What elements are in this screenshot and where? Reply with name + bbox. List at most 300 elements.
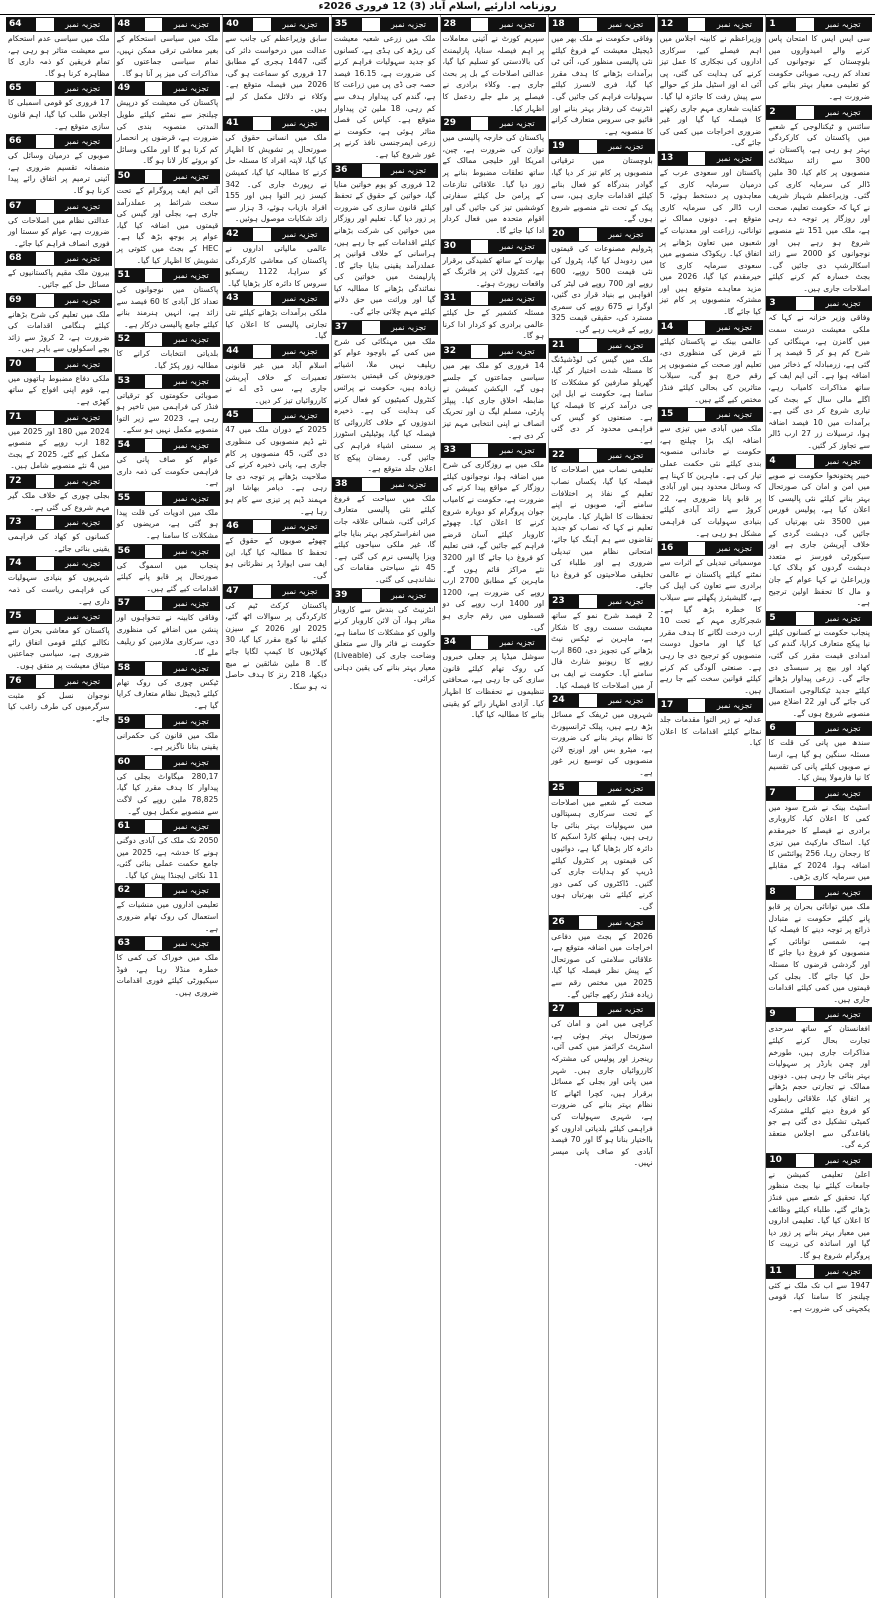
item-text: ملکی برآمدات بڑھانے کیلئے نئی تجارتی پالیسی کا اعلان کیا گیا۔ xyxy=(225,308,327,341)
item-text: 2050 تک ملک کی آبادی دوگنی ہونے کا خدشہ ہے، 2025 میں جامع حکمت عملی بنائی گئی، 11 نکاتی ایجنڈا پیش کیا گیا۔ xyxy=(116,836,219,880)
item-number: 56 xyxy=(115,545,145,558)
analysis-item-26 xyxy=(549,915,655,1001)
item-header-bar xyxy=(549,1002,655,1017)
analysis-item-71 xyxy=(6,410,112,472)
item-text: عالمی بینک نے پاکستان کیلئے نئے قرض کی منظوری دی، تعلیم اور صحت کے منصوبوں پر رقم خرچ ہو گی، سیلاب متاثرین کی بحالی کیلئے فنڈز مختص کیے گئے ہیں۔ xyxy=(659,336,762,404)
header-divider xyxy=(579,782,597,795)
item-label: تجزیہ نمبر xyxy=(597,916,655,929)
analysis-item-22 xyxy=(549,448,655,592)
item-header-bar xyxy=(766,296,872,311)
item-header-bar xyxy=(549,781,655,796)
header-divider xyxy=(579,1003,597,1016)
item-label: تجزیہ نمبر xyxy=(705,152,763,165)
analysis-item-60 xyxy=(115,755,221,817)
item-number: 6 xyxy=(766,722,796,735)
item-header-bar xyxy=(549,17,655,32)
item-number: 22 xyxy=(549,449,579,462)
header-divider xyxy=(688,152,706,165)
item-number: 27 xyxy=(549,1003,579,1016)
item-number: 9 xyxy=(766,1008,796,1021)
column-8 xyxy=(6,15,112,1598)
header-divider xyxy=(471,240,489,253)
analysis-item-49 xyxy=(115,81,221,167)
item-number: 33 xyxy=(441,444,471,457)
item-label: تجزیہ نمبر xyxy=(162,715,220,728)
item-header-bar xyxy=(223,344,329,359)
item-text: سابق وزیراعظم کی جانب سے عدالت میں درخواست دائر کی گئی، 1447 ہجری کے مطابق 17 فروری کو سماعت ہو گی، 2026 میں فیصلہ متوقع ہے۔ وکلاء نے دلائل مکمل کر لیے ہیں۔ xyxy=(225,34,327,113)
item-number: 36 xyxy=(332,164,362,177)
header-divider xyxy=(36,135,54,148)
item-header-bar xyxy=(441,635,547,650)
item-label: تجزیہ نمبر xyxy=(488,345,546,358)
item-header-bar xyxy=(549,448,655,463)
column-4 xyxy=(440,15,547,1598)
header-divider xyxy=(145,439,163,452)
item-text: 12 فروری کو یوم خواتین منایا گیا، خواتین کے حقوق کے تحفظ کیلئے قانون سازی کی ضرورت پر زور دیا گیا۔ تعلیم اور روزگار میں خواتین کی شرکت بڑھانے کیلئے اقدامات کیے جا رہے ہیں، ہراسانی کے خلاف قوانین پر عملدرآمد یقینی بنایا جائے گا۔ پارلیمنٹ میں خواتین کی نمائندگی بڑھانے کا مطالبہ کیا گیا اور وراثت میں حق دلانے کیلئے مہم چلائی جائے گی۔ xyxy=(333,179,436,317)
header-divider xyxy=(36,516,54,529)
item-text: پاکستان کو معاشی بحران سے نکالنے کیلئے قومی اتفاق رائے ضروری ہے، سیاسی جماعتیں میثاق معیشت پر متفق ہوں۔ xyxy=(8,626,110,670)
item-text: افغانستان کے ساتھ سرحدی تجارت بحال کرنے کیلئے مذاکرات جاری ہیں، طورخم اور چمن بارڈر پر سہولیات بہتر بنائی جا رہی ہیں۔ دونوں ممالک نے تجارتی حجم بڑھانے پر اتفاق کیا، علاقائی رابطوں کو فروغ دینے کیلئے مشترکہ کمیٹی تشکیل دی گئی ہے جو باقاعدگی سے اجلاس منعقد کرے گی۔ xyxy=(768,1024,870,1150)
item-label: تجزیہ نمبر xyxy=(380,18,438,31)
item-label: تجزیہ نمبر xyxy=(814,1154,872,1167)
analysis-item-67 xyxy=(6,199,112,250)
item-text: کراچی میں امن و امان کی صورتحال بہتر ہوئی ہے، اسٹریٹ کرائمز میں کمی آئی، رینجرز اور پولیس کی مشترکہ کارروائیاں جاری ہیں۔ شہر میں پانی اور بجلی کے مسائل برقرار ہیں، کچرا اٹھانے کا نظام بہتر بنانے کی ضرورت ہے، شہری سہولیات کی فراہمی کیلئے بلدیاتی اداروں کو بااختیار بنانا ہو گا اور 70 فیصد آبادی کو صاف پانی میسر نہیں۔ xyxy=(551,1019,653,1168)
item-header-bar xyxy=(441,291,547,306)
header-divider xyxy=(145,545,163,558)
item-number: 23 xyxy=(549,595,579,608)
item-header-bar xyxy=(766,1007,872,1022)
analysis-item-4 xyxy=(766,454,872,609)
column-3 xyxy=(548,15,655,1598)
item-header-bar xyxy=(766,786,872,801)
item-text: ملک میں مہنگائی کی شرح میں کمی کے باوجود عوام کو ریلیف نہیں ملا، اشیائے خورونوش کی قیمتیں بدستور زیادہ ہیں، حکومت نے پرائس کنٹرول کمیٹیوں کو فعال کرنے کی ہدایت کی ہے۔ ذخیرہ اندوزوں کے خلاف کارروائی کا فیصلہ کیا گیا، یوٹیلیٹی اسٹورز پر سستی اشیاء فراہم کی جائیں گی۔ رمضان پیکج کا اعلان جلد متوقع ہے۔ xyxy=(333,336,436,474)
item-text: تعلیمی نصاب میں اصلاحات کا فیصلہ کیا گیا، یکساں نصاب تعلیم کے نفاذ پر اختلافات سامنے آئے، صوبوں نے اپنے تحفظات کا اظہار کیا۔ ماہرین تعلیم نے کہا کہ نصاب کو جدید تقاضوں سے ہم آہنگ کیا جائے، امتحانی نظام میں تبدیلی ضروری ہے اور طلباء کی تخلیقی صلاحیتوں کو فروغ دیا جائے۔ xyxy=(551,465,653,591)
item-text: ٹیکس چوری کی روک تھام کیلئے ڈیجیٹل نظام متعارف کرایا گیا ہے۔ xyxy=(116,677,219,710)
item-text: ملک میں سیاسی استحکام کے بغیر معاشی ترقی ممکن نہیں، تمام سیاسی جماعتوں کو مذاکرات کی میز پر آنا ہو گا۔ xyxy=(116,34,219,78)
item-label: تجزیہ نمبر xyxy=(597,1003,655,1016)
item-header-bar xyxy=(6,134,112,149)
header-divider xyxy=(471,444,489,457)
item-label: تجزیہ نمبر xyxy=(271,292,329,305)
item-number: 24 xyxy=(549,694,579,707)
item-number: 75 xyxy=(6,610,36,623)
item-text: مسئلہ کشمیر کے حل کیلئے عالمی برادری کو کردار ادا کرنا ہو گا۔ xyxy=(442,308,545,341)
analysis-item-74 xyxy=(6,556,112,607)
column-6 xyxy=(222,15,329,1598)
item-number: 71 xyxy=(6,411,36,424)
item-text: بلدیاتی انتخابات کرانے کا مطالبہ زور پکڑ گیا۔ xyxy=(116,349,219,371)
header-divider xyxy=(145,375,163,388)
header-divider xyxy=(145,756,163,769)
item-header-bar xyxy=(658,541,764,556)
analysis-item-33 xyxy=(441,443,547,633)
item-text: 17 فروری کو قومی اسمبلی کا اجلاس طلب کیا گیا، اہم قانون سازی متوقع ہے۔ xyxy=(8,98,110,131)
item-number: 65 xyxy=(6,82,36,95)
item-label: تجزیہ نمبر xyxy=(271,585,329,598)
analysis-item-68 xyxy=(6,251,112,290)
item-header-bar xyxy=(766,17,872,32)
item-label: تجزیہ نمبر xyxy=(162,545,220,558)
header-divider xyxy=(36,475,54,488)
header-divider xyxy=(36,200,54,213)
item-text: بیرون ملک مقیم پاکستانیوں کے مسائل حل کیے جائیں۔ xyxy=(8,268,110,289)
item-header-bar xyxy=(766,611,872,626)
analysis-item-18 xyxy=(549,17,655,137)
item-number: 47 xyxy=(223,585,253,598)
analysis-item-75 xyxy=(6,609,112,671)
header-divider xyxy=(796,886,814,899)
item-header-bar xyxy=(6,410,112,425)
analysis-item-36 xyxy=(332,163,438,318)
item-text: 2024 میں 180 اور 2025 میں 182 ارب روپے کے منصوبے مکمل کیے گئے، 2025 کے بجٹ میں 4 نئے منصوبے شامل ہیں۔ xyxy=(8,426,110,471)
item-header-bar xyxy=(766,454,872,469)
header-divider xyxy=(796,1008,814,1021)
item-label: تجزیہ نمبر xyxy=(597,339,655,352)
item-number: 37 xyxy=(332,321,362,334)
analysis-item-46 xyxy=(223,519,329,581)
analysis-item-37 xyxy=(332,320,438,475)
analysis-item-20 xyxy=(549,227,655,336)
item-header-bar xyxy=(6,474,112,489)
item-text: تعلیمی اداروں میں منشیات کے استعمال کی روک تھام ضروری ہے۔ xyxy=(116,900,219,933)
item-header-bar xyxy=(115,755,221,770)
item-text: چھوٹے صوبوں کے حقوق کے تحفظ کا مطالبہ کیا گیا، این ایف سی ایوارڈ پر نظرثانی ہو گی۔ xyxy=(225,536,327,580)
item-number: 20 xyxy=(549,228,579,241)
item-label: تجزیہ نمبر xyxy=(488,444,546,457)
item-label: تجزیہ نمبر xyxy=(54,200,112,213)
header-divider xyxy=(145,269,163,282)
item-text: اسلام آباد میں غیر قانونی تعمیرات کے خلاف آپریشن جاری ہے، سی ڈی اے نے کارروائیاں تیز کر دیں۔ xyxy=(225,361,327,405)
header-divider xyxy=(145,597,163,610)
column-2 xyxy=(657,15,764,1598)
analysis-item-44 xyxy=(223,344,329,406)
header-divider xyxy=(796,1265,814,1278)
item-header-bar xyxy=(223,17,329,32)
header-divider xyxy=(253,228,271,241)
header-divider xyxy=(579,18,597,31)
item-text: آئی ایم ایف پروگرام کے تحت سخت شرائط پر عملدرآمد جاری ہے، بجلی اور گیس کی قیمتوں میں اضافہ کیا گیا، عوام پر بوجھ بڑھ گیا ہے۔ HEC کے بجٹ میں کٹوتی پر تشویش کا اظہار کیا گیا۔ xyxy=(116,185,219,265)
item-header-bar xyxy=(549,594,655,609)
header-divider xyxy=(471,636,489,649)
item-number: 58 xyxy=(115,662,145,675)
analysis-item-66 xyxy=(6,134,112,196)
item-header-bar xyxy=(766,885,872,900)
item-text: سائنس و ٹیکنالوجی کے شعبے میں پاکستان کی کارکردگی بہتر ہو رہی ہے، پاکستان نے 300 سے زائد سیٹلائٹ منصوبوں پر کام کیا، 30 ملین ڈالر کی سرمایہ کاری کی گئی۔ وزیراعظم شہباز شریف نے کہا کہ حکومت تعلیم، صحت اور روزگار پر توجہ دے رہی ہے، ملک میں 151 نئے منصوبے شروع ہو رہے ہیں اور نوجوانوں کو 2000 سے زائد اسکالرشپ دی جائیں گی۔ بجٹ خسارہ کم کرنے کیلئے اصلاحات جاری ہیں۔ xyxy=(768,121,870,293)
header-divider xyxy=(36,18,54,31)
item-number: 7 xyxy=(766,787,796,800)
analysis-item-6 xyxy=(766,721,872,783)
item-header-bar xyxy=(115,596,221,611)
item-text: وفاقی وزیر خزانہ نے کہا کہ ملکی معیشت درست سمت میں گامزن ہے، مہنگائی کی شرح کم ہو کر 5 فیصد پر آ گئی ہے، زرمبادلہ کے ذخائر میں اضافہ ہوا ہے۔ آئی ایم ایف کے ساتھ مذاکرات کامیاب رہے، اگلے مالی سال کے بجٹ کی تیاری شروع کر دی گئی ہے۔ برآمدات میں 10 فیصد اضافہ ہوا، ترسیلات زر 27 ارب ڈالر سے تجاوز کر گئیں۔ xyxy=(768,313,870,450)
item-header-bar xyxy=(549,338,655,353)
item-label: تجزیہ نمبر xyxy=(814,18,872,31)
header-divider xyxy=(579,595,597,608)
analysis-item-15 xyxy=(658,407,764,539)
analysis-item-7 xyxy=(766,786,872,883)
analysis-item-50 xyxy=(115,169,221,266)
item-text: ملکی دفاع مضبوط ہاتھوں میں ہے، قوم اپنی افواج کے ساتھ کھڑی ہے۔ xyxy=(8,373,110,407)
item-label: تجزیہ نمبر xyxy=(814,1008,872,1021)
item-header-bar xyxy=(766,721,872,736)
item-number: 52 xyxy=(115,333,145,346)
analysis-item-70 xyxy=(6,357,112,408)
analysis-item-72 xyxy=(6,474,112,513)
item-label: تجزیہ نمبر xyxy=(162,170,220,183)
analysis-item-11 xyxy=(766,1264,872,1315)
item-text: اعلیٰ تعلیمی کمیشن نے جامعات کیلئے نیا بجٹ منظور کیا، تحقیق کے شعبے میں فنڈز بڑھائے گئے، طلباء کیلئے وظائف کا اعلان کیا گیا۔ تعلیمی اداروں میں معیار بہتر بنانے پر زور دیا گیا اور اساتذہ کی تربیت کا پروگرام شروع ہو گا۔ xyxy=(768,1169,870,1261)
item-text: پاکستان اور سعودی عرب کے درمیان سرمایہ کاری کے معاہدوں پر دستخط ہوئے، 5 ارب ڈالر کی سرمایہ کاری متوقع ہے۔ دونوں ممالک نے توانائی، زراعت اور معدنیات کے شعبوں میں تعاون بڑھانے پر اتفاق کیا۔ ریکوڈک منصوبے میں سعودی سرمایہ کاری کا خیرمقدم کیا گیا، 2026 میں مزید معاہدے متوقع ہیں اور مشترکہ منصوبوں پر کام تیز کیا جائے گا۔ xyxy=(659,167,762,317)
item-header-bar xyxy=(441,443,547,458)
analysis-item-13 xyxy=(658,151,764,318)
item-header-bar xyxy=(658,698,764,713)
item-text: ملک میں توانائی بحران پر قابو پانے کیلئے حکومت نے متبادل ذرائع پر توجہ دینے کا فیصلہ کیا ہے، شمسی توانائی کے منصوبوں کو فروغ دیا جائے گا اور گردشی قرضوں کا مسئلہ حل کیا جائے گا۔ بجلی کی قیمتوں میں کمی کیلئے اقدامات جاری ہیں۔ xyxy=(768,902,870,1004)
header-divider xyxy=(36,358,54,371)
header-divider xyxy=(796,18,814,31)
item-header-bar xyxy=(6,515,112,530)
item-label: تجزیہ نمبر xyxy=(162,375,220,388)
analysis-item-65 xyxy=(6,81,112,132)
item-label: تجزیہ نمبر xyxy=(162,756,220,769)
item-number: 26 xyxy=(549,916,579,929)
item-label: تجزیہ نمبر xyxy=(162,439,220,452)
item-text: عدالتی نظام میں اصلاحات کی ضرورت ہے، عوام کو سستا اور فوری انصاف فراہم کیا جائے۔ xyxy=(8,215,110,248)
item-label: تجزیہ نمبر xyxy=(162,18,220,31)
item-header-bar xyxy=(658,407,764,422)
item-header-bar xyxy=(332,163,438,178)
item-header-bar xyxy=(6,556,112,571)
item-label: تجزیہ نمبر xyxy=(380,321,438,334)
item-label: تجزیہ نمبر xyxy=(271,345,329,358)
item-text: پاکستان کی معیشت کو درپیش چیلنجز سے نمٹنے کیلئے طویل المدتی منصوبہ بندی کی ضرورت ہے، قرضوں پر انحصار کم کرنا ہو گا اور ملکی وسائل کو بروئے کار لانا ہو گا۔ xyxy=(116,98,219,166)
item-text: شہروں میں ٹریفک کے مسائل بڑھ رہے ہیں، پبلک ٹرانسپورٹ کا نظام بہتر بنانے کی ضرورت ہے، میٹرو بس اور اورنج لائن منصوبوں کی توسیع زیر غور ہے۔ xyxy=(551,710,653,778)
item-header-bar xyxy=(6,81,112,96)
item-header-bar xyxy=(223,584,329,599)
header-divider xyxy=(36,610,54,623)
item-number: 76 xyxy=(6,675,36,688)
item-number: 4 xyxy=(766,455,796,468)
item-number: 41 xyxy=(223,117,253,130)
analysis-item-42 xyxy=(223,227,329,289)
analysis-item-5 xyxy=(766,611,872,720)
masthead: روزنامہ ادارئیے ,اسلام آباد (3) 12 فروری 2026ء xyxy=(0,0,875,15)
item-number: 38 xyxy=(332,478,362,491)
item-header-bar xyxy=(115,936,221,951)
item-header-bar xyxy=(6,357,112,372)
item-text: بلوچستان میں ترقیاتی منصوبوں پر کام تیز کر دیا گیا، گوادر بندرگاہ کو فعال بنانے کیلئے اقدامات جاری ہیں، سی پیک کے تحت نئے منصوبے شروع ہوں گے۔ xyxy=(551,156,653,224)
analysis-item-59 xyxy=(115,714,221,753)
analysis-item-40 xyxy=(223,17,329,114)
header-divider xyxy=(253,117,271,130)
item-label: تجزیہ نمبر xyxy=(54,411,112,424)
item-label: تجزیہ نمبر xyxy=(814,455,872,468)
item-label: تجزیہ نمبر xyxy=(705,18,763,31)
header-divider xyxy=(362,589,380,602)
item-number: 14 xyxy=(658,321,688,334)
item-header-bar xyxy=(115,438,221,453)
item-header-bar xyxy=(115,544,221,559)
item-number: 30 xyxy=(441,240,471,253)
item-number: 74 xyxy=(6,557,36,570)
header-divider xyxy=(471,292,489,305)
item-number: 5 xyxy=(766,612,796,625)
item-label: تجزیہ نمبر xyxy=(488,18,546,31)
header-divider xyxy=(362,18,380,31)
header-divider xyxy=(471,117,489,130)
item-header-bar xyxy=(441,17,547,32)
item-label: تجزیہ نمبر xyxy=(488,240,546,253)
header-divider xyxy=(145,492,163,505)
analysis-item-52 xyxy=(115,332,221,371)
analysis-item-34 xyxy=(441,635,547,721)
item-label: تجزیہ نمبر xyxy=(814,1265,872,1278)
analysis-item-30 xyxy=(441,239,547,290)
header-divider xyxy=(36,82,54,95)
header-divider xyxy=(36,557,54,570)
item-number: 48 xyxy=(115,18,145,31)
header-divider xyxy=(362,478,380,491)
header-divider xyxy=(579,449,597,462)
item-text: 1947 سے اب تک ملک نے کئی چیلنجز کا سامنا کیا، قومی یکجہتی کی ضرورت ہے۔ xyxy=(768,1280,870,1313)
item-number: 43 xyxy=(223,292,253,305)
analysis-item-38 xyxy=(332,477,438,586)
item-header-bar xyxy=(115,332,221,347)
analysis-item-17 xyxy=(658,698,764,749)
item-label: تجزیہ نمبر xyxy=(814,722,872,735)
item-number: 3 xyxy=(766,297,796,310)
analysis-item-27 xyxy=(549,1002,655,1169)
analysis-item-45 xyxy=(223,408,329,517)
analysis-item-31 xyxy=(441,291,547,342)
item-number: 72 xyxy=(6,475,36,488)
item-header-bar xyxy=(6,674,112,689)
item-label: تجزیہ نمبر xyxy=(54,294,112,307)
analysis-item-47 xyxy=(223,584,329,693)
analysis-item-55 xyxy=(115,491,221,542)
header-divider xyxy=(362,321,380,334)
item-number: 50 xyxy=(115,170,145,183)
analysis-item-19 xyxy=(549,139,655,225)
item-text: ملک میں سیاسی عدم استحکام سے معیشت متاثر ہو رہی ہے، تمام فریقین کو ذمہ داری کا مظاہرہ کرنا ہو گا۔ xyxy=(8,34,110,78)
analysis-item-64 xyxy=(6,17,112,79)
item-number: 34 xyxy=(441,636,471,649)
item-text: سپریم کورٹ نے آئینی معاملات پر اہم فیصلہ سنایا، پارلیمنٹ کی بالادستی کو تسلیم کیا گیا، عدالتی اصلاحات کے بل پر بحث جاری ہے۔ وکلاء برادری نے فیصلے پر ملے جلے ردعمل کا اظہار کیا۔ xyxy=(442,34,545,113)
item-label: تجزیہ نمبر xyxy=(705,699,763,712)
item-header-bar xyxy=(223,291,329,306)
item-header-bar xyxy=(223,116,329,131)
header-divider xyxy=(145,937,163,950)
item-number: 45 xyxy=(223,409,253,422)
item-number: 10 xyxy=(766,1154,796,1167)
header-divider xyxy=(145,18,163,31)
header-divider xyxy=(253,520,271,533)
header-divider xyxy=(688,408,706,421)
item-text: وفاقی حکومت نے ملک بھر میں ڈیجیٹل معیشت کے فروغ کیلئے نئی پالیسی منظور کی، آئی ٹی برآمدات بڑھانے کا ہدف مقرر کیا گیا، فری لانسرز کیلئے سہولیات فراہم کی جائیں گی۔ انٹرنیٹ کی رفتار بہتر بنانے اور فائیو جی سروس متعارف کرانے کا منصوبہ ہے۔ xyxy=(551,34,653,136)
item-header-bar xyxy=(115,17,221,32)
item-text: سندھ میں پانی کی قلت کا مسئلہ سنگین ہو گیا ہے، ارسا نے صوبوں کیلئے پانی کی تقسیم کا نیا فارمولا پیش کیا۔ xyxy=(768,738,870,783)
item-text: 14 فروری کو ملک بھر میں سیاسی جماعتوں کے جلسے ہوں گے، الیکشن کمیشن نے ضابطہ اخلاق جاری کیا۔ پیپلز پارٹی، مسلم لیگ ن اور تحریک انصاف نے اپنی انتخابی مہم تیز کر دی ہے۔ xyxy=(442,361,545,440)
item-text: ملک میں سیاحت کے فروغ کیلئے نئی پالیسی متعارف کرائی گئی، شمالی علاقہ جات میں انفراسٹرکچر بہتر بنایا جائے گا، غیر ملکی سیاحوں کیلئے ویزا پالیسی نرم کی گئی ہے۔ 45 نئے سیاحتی مقامات کی نشاندہی کی گئی۔ xyxy=(333,493,436,584)
column-5 xyxy=(331,15,438,1598)
item-header-bar xyxy=(766,1153,872,1168)
column-7 xyxy=(114,15,221,1598)
item-number: 64 xyxy=(6,18,36,31)
item-number: 18 xyxy=(549,18,579,31)
item-text: انٹرنیٹ کی بندش سے کاروبار متاثر ہوا، آن لائن کاروبار کرنے والوں کو مشکلات کا سامنا ہے، حکومت نے فائر وال سے متعلق وضاحت جاری کی (Liveable) معیار بہتر بنانے کی یقین دہانی کرائی۔ xyxy=(333,604,436,684)
header-divider xyxy=(36,675,54,688)
header-divider xyxy=(145,820,163,833)
item-label: تجزیہ نمبر xyxy=(705,321,763,334)
item-number: 15 xyxy=(658,408,688,421)
item-label: تجزیہ نمبر xyxy=(162,937,220,950)
header-divider xyxy=(688,699,706,712)
item-number: 51 xyxy=(115,269,145,282)
item-label: تجزیہ نمبر xyxy=(54,610,112,623)
analysis-item-53 xyxy=(115,374,221,436)
item-number: 31 xyxy=(441,292,471,305)
header-divider xyxy=(145,662,163,675)
analysis-item-14 xyxy=(658,320,764,406)
analysis-item-8 xyxy=(766,885,872,1005)
item-label: تجزیہ نمبر xyxy=(597,595,655,608)
header-divider xyxy=(579,694,597,707)
header-divider xyxy=(579,916,597,929)
item-label: تجزیہ نمبر xyxy=(380,478,438,491)
header-divider xyxy=(688,321,706,334)
item-number: 8 xyxy=(766,886,796,899)
item-label: تجزیہ نمبر xyxy=(162,82,220,95)
item-label: تجزیہ نمبر xyxy=(162,492,220,505)
item-label: تجزیہ نمبر xyxy=(597,694,655,707)
item-number: 25 xyxy=(549,782,579,795)
item-number: 73 xyxy=(6,516,36,529)
analysis-item-29 xyxy=(441,116,547,236)
item-header-bar xyxy=(115,714,221,729)
item-label: تجزیہ نمبر xyxy=(162,333,220,346)
columns-container xyxy=(3,15,872,1598)
item-number: 19 xyxy=(549,140,579,153)
analysis-item-73 xyxy=(6,515,112,554)
item-text: صحت کے شعبے میں اصلاحات کے تحت سرکاری ہسپتالوں میں سہولیات بہتر بنائی جا رہی ہیں، ہیلتھ کارڈ اسکیم کا دائرہ کار بڑھایا گیا ہے، دوائیوں کی قیمتوں پر کنٹرول کیلئے ڈریپ کو ہدایات جاری کی گئیں۔ ڈاکٹروں کی کمی دور کرنے کیلئے نئی بھرتیاں ہوں گی۔ xyxy=(551,797,653,911)
item-header-bar xyxy=(332,588,438,603)
item-text: پاکستان کی خارجہ پالیسی میں توازن کی ضرورت ہے، چین، امریکا اور خلیجی ممالک کے ساتھ تعلقات مضبوط بنانے پر زور دیا گیا۔ علاقائی تنازعات کے پرامن حل کیلئے سفارتی کوششیں تیز کی جائیں گی اور اقوام متحدہ میں فعال کردار ادا کیا جائے گا۔ xyxy=(442,133,545,235)
item-number: 12 xyxy=(658,18,688,31)
item-header-bar xyxy=(549,693,655,708)
item-number: 54 xyxy=(115,439,145,452)
analysis-item-9 xyxy=(766,1007,872,1151)
item-label: تجزیہ نمبر xyxy=(162,884,220,897)
analysis-item-2 xyxy=(766,105,872,295)
item-number: 59 xyxy=(115,715,145,728)
header-divider xyxy=(579,140,597,153)
item-text: ملک میں خوراک کی کمی کا خطرہ منڈلا رہا ہے، فوڈ سیکیورٹی کیلئے فوری اقدامات ضروری ہیں۔ xyxy=(116,953,219,998)
item-label: تجزیہ نمبر xyxy=(54,252,112,265)
item-text: سوشل میڈیا پر جعلی خبروں کی روک تھام کیلئے قانون سازی کی جا رہی ہے، صحافتی تنظیموں نے تحفظات کا اظہار کیا۔ آزادی اظہار رائے کو یقینی بنانے کا مطالبہ کیا گیا۔ xyxy=(442,652,545,720)
analysis-item-28 xyxy=(441,17,547,114)
item-text: نوجوان نسل کو مثبت سرگرمیوں کی طرف راغب کیا جائے۔ xyxy=(8,690,110,723)
item-label: تجزیہ نمبر xyxy=(814,297,872,310)
header-divider xyxy=(688,18,706,31)
item-text: ملک میں گیس کی لوڈشیڈنگ کا مسئلہ شدت اختیار کر گیا، گھریلو صارفین کو مشکلات کا سامنا ہے، حکومت نے ایل این جی درآمد کرنے کا فیصلہ کیا ہے۔ صنعتوں کو گیس کی فراہمی محدود کر دی گئی ہے۔ xyxy=(551,354,653,445)
item-header-bar xyxy=(332,320,438,335)
item-label: تجزیہ نمبر xyxy=(597,449,655,462)
item-label: تجزیہ نمبر xyxy=(705,542,763,555)
item-header-bar xyxy=(549,227,655,242)
analysis-item-56 xyxy=(115,544,221,595)
analysis-item-63 xyxy=(115,936,221,998)
item-text: ملک میں بے روزگاری کی شرح میں اضافہ ہوا، نوجوانوں کیلئے روزگار کے مواقع پیدا کرنے کی ضرورت ہے، حکومت نے کامیاب جوان پروگرام کو دوبارہ شروع کرنے کا اعلان کیا۔ چھوٹے کاروبار کیلئے آسان قرضے فراہم کیے جائیں گے، فنی تعلیم کو فروغ دیا جائے گا اور 3200 نئے مراکز قائم ہوں گے۔ ماہرین کے مطابق 2700 ارب روپے کی ضرورت ہے، 1200 اور 1400 ارب روپے کی دو قسطوں میں رقم جاری ہو گی۔ xyxy=(442,460,545,632)
item-text: 280,17 میگاواٹ بجلی کی پیداوار کا ہدف مقرر کیا گیا، 78,825 ملین روپے کی لاگت سے منصوبے مکمل ہوں گے۔ xyxy=(116,771,219,816)
analysis-item-57 xyxy=(115,596,221,658)
